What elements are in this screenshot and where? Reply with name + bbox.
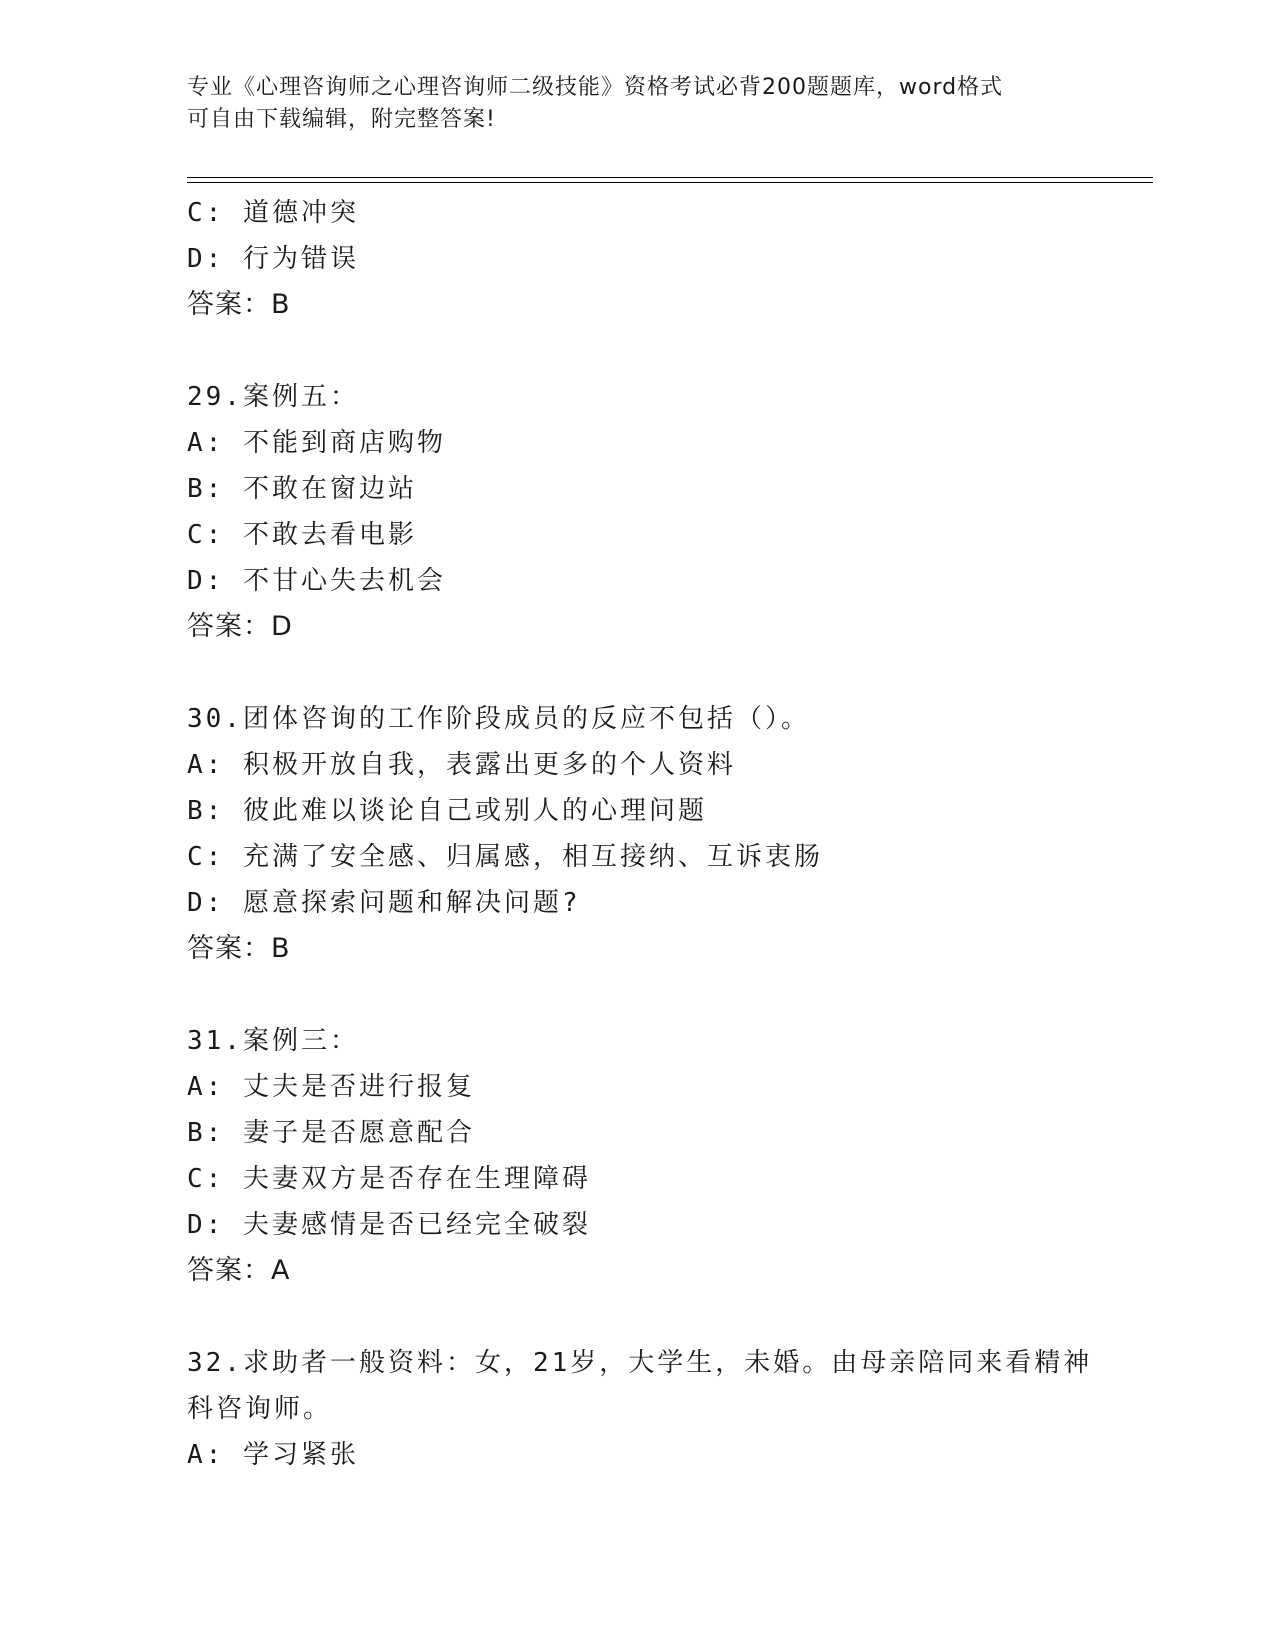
spacer <box>187 972 1147 1018</box>
option-b: B: 不敢在窗边站 <box>187 474 417 504</box>
option-a: A: 积极开放自我，表露出更多的个人资料 <box>187 750 736 780</box>
question-stem: 31.案例三： <box>187 1026 359 1056</box>
question-block-29 <box>187 374 1147 650</box>
spacer <box>187 650 1147 696</box>
question-block-31 <box>187 1018 1147 1294</box>
spacer <box>187 1294 1147 1340</box>
option-c: C: 不敢去看电影 <box>187 520 417 550</box>
answer-line: 答案：D <box>187 611 293 642</box>
question-list <box>187 190 1147 1478</box>
option-d: D: 夫妻感情是否已经完全破裂 <box>187 1210 591 1240</box>
question-block-30 <box>187 696 1147 972</box>
question-stem: 32.求助者一般资料：女，21岁，大学生，未婚。由母亲陪同来看精神 <box>187 1348 1093 1378</box>
answer-line: 答案：B <box>187 289 291 320</box>
header-rule-bottom <box>187 182 1153 183</box>
document-header <box>187 72 1087 136</box>
header-rule-top <box>187 177 1153 178</box>
option-c: C: 夫妻双方是否存在生理障碍 <box>187 1164 591 1194</box>
option-d: D: 行为错误 <box>187 244 359 274</box>
question-stem: 30.团体咨询的工作阶段成员的反应不包括（）。 <box>187 704 810 734</box>
question-stem-continued: 科咨询师。 <box>187 1394 333 1424</box>
question-stem: 29.案例五： <box>187 382 359 412</box>
question-block-32 <box>187 1340 1147 1478</box>
answer-line: 答案：A <box>187 1255 291 1286</box>
header-title-line-2: 可自由下载编辑，附完整答案! <box>187 107 496 132</box>
option-c: C: 充满了安全感、归属感，相互接纳、互诉衷肠 <box>187 842 823 872</box>
option-a: A: 学习紧张 <box>187 1440 359 1470</box>
option-d: D: 愿意探索问题和解决问题? <box>187 888 581 918</box>
spacer <box>187 328 1147 374</box>
option-a: A: 丈夫是否进行报复 <box>187 1072 475 1102</box>
option-b: B: 妻子是否愿意配合 <box>187 1118 475 1148</box>
option-a: A: 不能到商店购物 <box>187 428 446 458</box>
answer-line: 答案：B <box>187 933 291 964</box>
header-title-line-1: 专业《心理咨询师之心理咨询师二级技能》资格考试必背200题题库，word格式 <box>187 75 1004 100</box>
question-block-28 <box>187 190 1147 328</box>
option-c: C: 道德冲突 <box>187 198 359 228</box>
option-d: D: 不甘心失去机会 <box>187 566 446 596</box>
option-b: B: 彼此难以谈论自己或别人的心理问题 <box>187 796 707 826</box>
